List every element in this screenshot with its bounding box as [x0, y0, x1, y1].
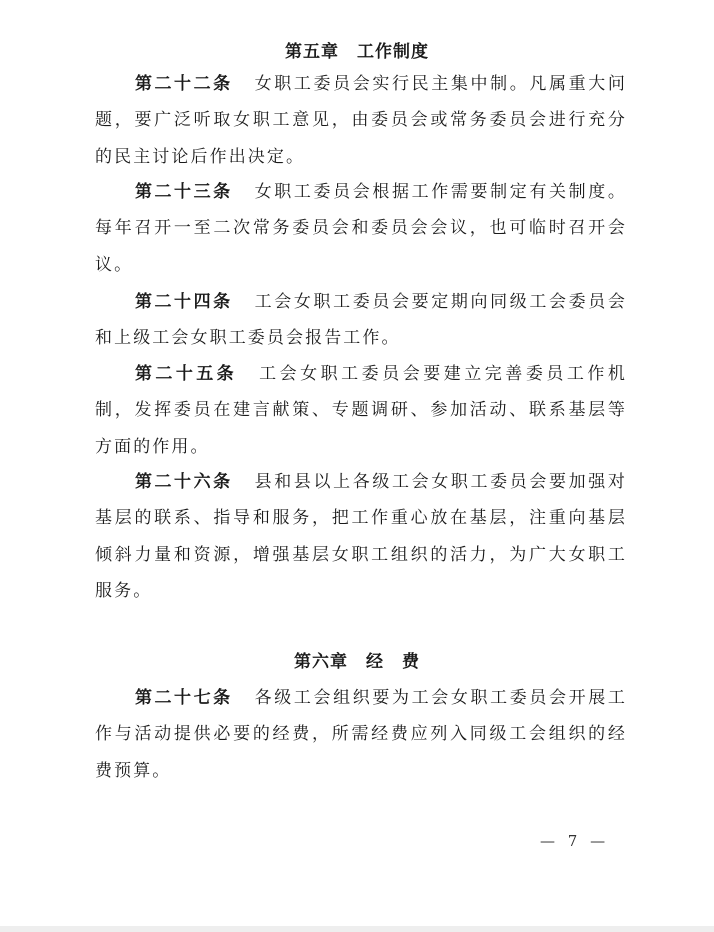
article-24-text: 工会女职工委员会要定期向同级工会委员会和上级工会女职工委员会报告工作。: [95, 292, 628, 349]
page-bottom-edge: [0, 926, 714, 932]
chapter-5-title: 第五章 工作制度: [285, 42, 429, 62]
article-27: [95, 680, 627, 789]
article-26-number: 第二十六条: [135, 472, 233, 492]
article-22-text: 女职工委员会实行民主集中制。凡属重大问题，要广泛听取女职工意见，由委员会或常务委员会进行充分的民主讨论后作出决定。: [95, 74, 628, 167]
article-22: [95, 66, 627, 175]
article-27-number: 第二十七条: [135, 688, 233, 708]
article-25-number: 第二十五条: [135, 364, 238, 384]
article-25: [95, 356, 627, 465]
article-24-number: 第二十四条: [135, 292, 233, 312]
article-23: [95, 174, 627, 283]
article-27-text: 各级工会组织要为工会女职工委员会开展工作与活动提供必要的经费，所需经费应列入同级工会组织的经费预算。: [95, 688, 628, 781]
article-23-number: 第二十三条: [135, 182, 233, 202]
page-number: — 7 —: [540, 832, 610, 850]
article-23-text: 女职工委员会根据工作需要制定有关制度。每年召开一至二次常务委员会和委员会会议，也可临时召开会议。: [95, 182, 628, 275]
article-26-text: 县和县以上各级工会女职工委员会要加强对基层的联系、指导和服务，把工作重心放在基层，注重向基层倾斜力量和资源，增强基层女职工组织的活力，为广大女职工服务。: [95, 472, 628, 602]
chapter-6-title: 第六章 经 费: [294, 652, 420, 672]
article-24: [95, 284, 627, 357]
article-26: [95, 464, 627, 610]
article-22-number: 第二十二条: [135, 74, 233, 94]
article-25-text: 工会女职工委员会要建立完善委员工作机制，发挥委员在建言献策、专题调研、参加活动、联系基层等方面的作用。: [95, 364, 627, 457]
